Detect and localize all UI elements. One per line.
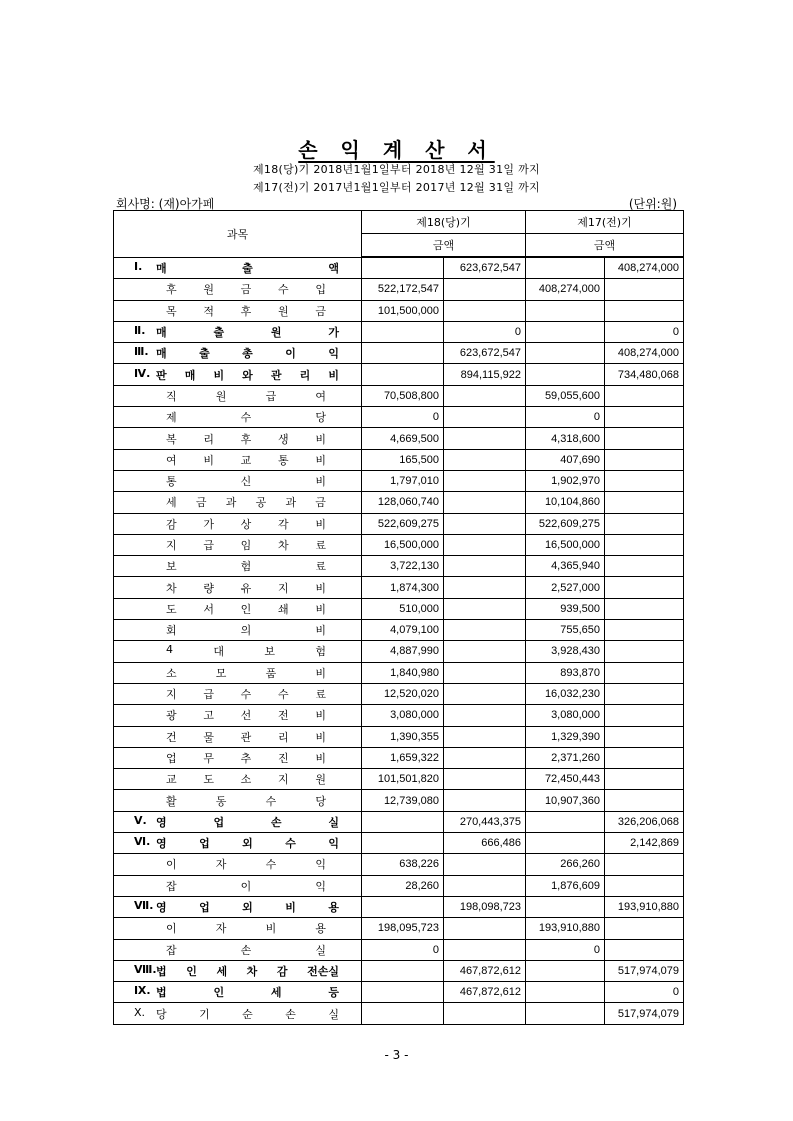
table-row [114, 513, 684, 534]
table-row [114, 875, 684, 896]
account-label: 영 업 외 비 용 [156, 901, 339, 915]
amount-cell: 623,672,547 [444, 257, 526, 279]
amount-cell: 10,104,860 [526, 492, 605, 513]
roman-numeral: Ⅳ. [134, 366, 151, 380]
amount-cell [362, 364, 444, 385]
amount-cell: 101,500,000 [362, 300, 444, 321]
amount-cell [444, 641, 526, 662]
account-label: 지 급 임 차 료 [166, 539, 326, 552]
account-label: 회 의 비 [166, 624, 326, 638]
account-label: 4 대 보 험 [166, 643, 326, 659]
amount-cell: 270,443,375 [444, 811, 526, 832]
amount-cell: 193,910,880 [605, 896, 684, 917]
account-label: 매 출 총 이 익 [156, 347, 339, 361]
table-row [114, 769, 684, 790]
amount-cell [444, 577, 526, 598]
amount-cell [362, 321, 444, 342]
amount-cell [605, 513, 684, 534]
amount-cell [605, 769, 684, 790]
amount-cell: 165,500 [362, 449, 444, 470]
account-name [114, 343, 362, 364]
account-name [114, 662, 362, 683]
amount-cell: 1,329,390 [526, 726, 605, 747]
account-name [114, 939, 362, 960]
amount-cell [444, 279, 526, 300]
account-name [114, 428, 362, 449]
account-name [114, 747, 362, 768]
amount-cell: 16,032,230 [526, 683, 605, 704]
account-label: 영 업 손 실 [156, 815, 339, 829]
amount-cell [605, 683, 684, 704]
account-label: 차 량 유 지 비 [166, 581, 326, 595]
amount-cell [444, 470, 526, 491]
table-row [114, 534, 684, 555]
account-name [114, 811, 362, 832]
amount-cell: 1,390,355 [362, 726, 444, 747]
table-row [114, 407, 684, 428]
table-row [114, 918, 684, 939]
amount-cell: 2,142,869 [605, 833, 684, 854]
account-label: 직 원 급 여 [166, 389, 326, 403]
amount-cell [444, 428, 526, 449]
amount-cell: 755,650 [526, 620, 605, 641]
account-label: 교 도 소 지 원 [166, 773, 326, 787]
amount-cell: 326,206,068 [605, 811, 684, 832]
table-row [114, 321, 684, 342]
account-name [114, 257, 362, 279]
subject-header: 과목 [114, 211, 362, 258]
amount-cell: 0 [362, 407, 444, 428]
amount-cell [444, 747, 526, 768]
account-label: 목 적 후 원 금 [166, 304, 326, 318]
amount-cell [362, 1003, 444, 1024]
amount-cell: 0 [605, 982, 684, 1003]
amount-cell [444, 683, 526, 704]
amount-cell: 939,500 [526, 598, 605, 619]
account-name [114, 875, 362, 896]
amount-cell [362, 960, 444, 981]
amount-cell: 623,672,547 [444, 343, 526, 364]
account-name [114, 364, 362, 385]
account-label: 이 자 비 용 [166, 922, 326, 936]
amount-cell: 408,274,000 [605, 343, 684, 364]
amount-cell: 12,520,020 [362, 683, 444, 704]
period-current: 제18(당)기 2018년1월1일부터 2018년 12월 31일 까지 [253, 163, 540, 176]
amount-cell [444, 407, 526, 428]
account-label: 당 기 순 손 실 [156, 1007, 339, 1021]
amount-cell [526, 321, 605, 342]
account-label: 복 리 후 생 비 [166, 432, 326, 446]
account-label: 소 모 품 비 [166, 666, 326, 680]
amount-cell [362, 811, 444, 832]
amount-cell: 0 [605, 321, 684, 342]
amount-cell: 0 [526, 407, 605, 428]
amount-cell [444, 790, 526, 811]
company-name: 회사명: (재)아가페 [116, 197, 215, 211]
amount-cell: 517,974,079 [605, 1003, 684, 1024]
amount-cell: 4,318,600 [526, 428, 605, 449]
table-row [114, 960, 684, 981]
account-name [114, 982, 362, 1003]
amount-cell [526, 811, 605, 832]
table-row [114, 598, 684, 619]
amount-cell [444, 705, 526, 726]
amount-cell: 1,797,010 [362, 470, 444, 491]
account-label: 업 무 추 진 비 [166, 751, 326, 765]
amount-cell: 1,659,322 [362, 747, 444, 768]
amount-cell: 408,274,000 [526, 279, 605, 300]
table-row [114, 257, 684, 279]
amount-cell: 72,450,443 [526, 769, 605, 790]
amount-cell [444, 918, 526, 939]
amount-cell: 3,080,000 [526, 705, 605, 726]
amount-cell [444, 769, 526, 790]
amount-cell: 408,274,000 [605, 257, 684, 279]
income-statement-table [113, 210, 684, 1025]
table-row [114, 811, 684, 832]
account-label: 영 업 외 수 익 [156, 837, 339, 851]
amount-cell [526, 364, 605, 385]
table-row [114, 385, 684, 406]
account-name [114, 705, 362, 726]
table-row [114, 577, 684, 598]
amount-cell [444, 513, 526, 534]
amount-cell: 893,870 [526, 662, 605, 683]
amount-cell [605, 492, 684, 513]
amount-cell: 517,974,079 [605, 960, 684, 981]
account-label: 활 동 수 당 [166, 794, 326, 808]
amount-cell [526, 833, 605, 854]
amount-cell [605, 875, 684, 896]
amount-cell: 128,060,740 [362, 492, 444, 513]
account-label: 법 인 세 차 감 전손실 [156, 964, 339, 978]
amount-cell: 522,172,547 [362, 279, 444, 300]
amount-cell: 522,609,275 [362, 513, 444, 534]
amount-cell [526, 300, 605, 321]
table-row [114, 726, 684, 747]
amount-cell [362, 982, 444, 1003]
account-name [114, 896, 362, 917]
table-row [114, 449, 684, 470]
amount-cell [444, 492, 526, 513]
account-label: 법 인 세 등 [156, 986, 339, 1000]
amount-cell [605, 641, 684, 662]
amount-cell: 4,887,990 [362, 641, 444, 662]
account-name [114, 769, 362, 790]
amount-cell: 510,000 [362, 598, 444, 619]
prior-amount-header: 금액 [526, 234, 684, 258]
amount-cell: 16,500,000 [526, 534, 605, 555]
account-label: 잡 손 실 [166, 943, 326, 957]
amount-cell: 4,365,940 [526, 556, 605, 577]
amount-cell: 70,508,800 [362, 385, 444, 406]
table-row [114, 470, 684, 491]
page-number: - 3 - [384, 1048, 409, 1062]
amount-cell [605, 470, 684, 491]
amount-cell [444, 875, 526, 896]
account-name [114, 833, 362, 854]
amount-cell [605, 407, 684, 428]
roman-numeral: Ⅲ. [134, 345, 149, 359]
table-row [114, 300, 684, 321]
amount-cell [362, 896, 444, 917]
amount-cell [444, 300, 526, 321]
amount-cell [362, 343, 444, 364]
amount-cell [444, 385, 526, 406]
amount-cell [526, 257, 605, 279]
amount-cell [605, 747, 684, 768]
table-row [114, 662, 684, 683]
amount-cell [605, 428, 684, 449]
amount-cell: 198,098,723 [444, 896, 526, 917]
account-name [114, 513, 362, 534]
amount-cell: 101,501,820 [362, 769, 444, 790]
amount-cell [526, 1003, 605, 1024]
amount-cell [605, 449, 684, 470]
amount-cell [526, 896, 605, 917]
amount-cell: 666,486 [444, 833, 526, 854]
amount-cell [605, 598, 684, 619]
account-name [114, 407, 362, 428]
account-label: 건 물 관 리 비 [166, 730, 326, 744]
roman-numeral: Ⅷ. [134, 962, 157, 976]
current-period-header: 제18(당)기 [362, 211, 526, 234]
amount-cell [444, 939, 526, 960]
amount-cell [605, 620, 684, 641]
table-row [114, 620, 684, 641]
amount-cell [605, 534, 684, 555]
amount-cell: 2,371,260 [526, 747, 605, 768]
account-label: 보 험 료 [166, 560, 326, 574]
table-row [114, 428, 684, 449]
amount-cell: 0 [444, 321, 526, 342]
amount-cell [362, 833, 444, 854]
account-name [114, 577, 362, 598]
amount-cell [605, 918, 684, 939]
amount-cell [444, 556, 526, 577]
table-row [114, 705, 684, 726]
roman-numeral: Ⅰ. [134, 259, 143, 273]
amount-cell: 266,260 [526, 854, 605, 875]
account-name [114, 321, 362, 342]
roman-numeral: Ⅱ. [134, 324, 146, 338]
amount-cell [605, 662, 684, 683]
account-name [114, 726, 362, 747]
amount-cell: 734,480,068 [605, 364, 684, 385]
account-label: 통 신 비 [166, 475, 326, 489]
account-label: 잡 이 익 [166, 879, 326, 893]
amount-cell: 0 [526, 939, 605, 960]
roman-numeral: Ⅴ. [134, 813, 147, 827]
page-title: 손 익 계 산 서 [298, 138, 495, 162]
account-name [114, 449, 362, 470]
account-name [114, 960, 362, 981]
account-name [114, 641, 362, 662]
table-row [114, 747, 684, 768]
amount-cell [444, 620, 526, 641]
account-label: 판 매 비 와 관 리 비 [156, 368, 339, 382]
unit-label: (단위:원) [628, 197, 677, 211]
roman-numeral: Ⅹ. [134, 1005, 146, 1019]
amount-cell [444, 1003, 526, 1024]
roman-numeral: Ⅸ. [134, 984, 151, 998]
account-name [114, 854, 362, 875]
amount-cell: 522,609,275 [526, 513, 605, 534]
table-row [114, 982, 684, 1003]
account-label: 감 가 상 각 비 [166, 517, 326, 531]
account-name [114, 918, 362, 939]
account-label: 광 고 선 전 비 [166, 709, 326, 723]
amount-cell: 193,910,880 [526, 918, 605, 939]
amount-cell: 4,079,100 [362, 620, 444, 641]
amount-cell [605, 577, 684, 598]
roman-numeral: Ⅵ. [134, 835, 151, 849]
account-name [114, 790, 362, 811]
amount-cell: 3,928,430 [526, 641, 605, 662]
table-row [114, 279, 684, 300]
table-row [114, 1003, 684, 1024]
amount-cell: 467,872,612 [444, 960, 526, 981]
account-name [114, 279, 362, 300]
amount-cell: 467,872,612 [444, 982, 526, 1003]
account-label: 매 출 액 [156, 261, 339, 275]
amount-cell: 1,876,609 [526, 875, 605, 896]
account-name [114, 1003, 362, 1024]
amount-cell: 198,095,723 [362, 918, 444, 939]
table-row [114, 364, 684, 385]
amount-cell: 0 [362, 939, 444, 960]
account-name [114, 300, 362, 321]
table-row [114, 854, 684, 875]
account-name [114, 683, 362, 704]
amount-cell [605, 385, 684, 406]
amount-cell [444, 662, 526, 683]
amount-cell: 1,874,300 [362, 577, 444, 598]
amount-cell: 59,055,600 [526, 385, 605, 406]
amount-cell: 1,840,980 [362, 662, 444, 683]
account-label: 여 비 교 통 비 [166, 453, 326, 467]
amount-cell: 894,115,922 [444, 364, 526, 385]
table-row [114, 343, 684, 364]
amount-cell: 10,907,360 [526, 790, 605, 811]
table-row [114, 833, 684, 854]
amount-cell [444, 726, 526, 747]
account-name [114, 385, 362, 406]
prior-period-header: 제17(전)기 [526, 211, 684, 234]
account-name [114, 598, 362, 619]
table-row [114, 683, 684, 704]
roman-numeral: Ⅶ. [134, 899, 154, 913]
table-row [114, 641, 684, 662]
account-label: 후 원 금 수 입 [166, 283, 326, 297]
amount-cell [605, 300, 684, 321]
amount-cell [605, 705, 684, 726]
account-name [114, 534, 362, 555]
account-label: 세 금 과 공 과 금 [166, 496, 326, 510]
amount-cell [605, 854, 684, 875]
amount-cell: 407,690 [526, 449, 605, 470]
period-prior: 제17(전)기 2017년1월1일부터 2017년 12월 31일 까지 [253, 181, 540, 194]
account-name [114, 470, 362, 491]
account-label: 제 수 당 [166, 411, 326, 425]
amount-cell [362, 257, 444, 279]
amount-cell: 2,527,000 [526, 577, 605, 598]
table-row [114, 896, 684, 917]
amount-cell [526, 960, 605, 981]
amount-cell [444, 854, 526, 875]
amount-cell [605, 556, 684, 577]
table-row [114, 939, 684, 960]
account-label: 지 급 수 수 료 [166, 688, 326, 702]
amount-cell [444, 449, 526, 470]
amount-cell [444, 534, 526, 555]
statement-body [114, 257, 684, 1024]
amount-cell [605, 279, 684, 300]
account-name [114, 492, 362, 513]
account-name [114, 556, 362, 577]
amount-cell [526, 343, 605, 364]
amount-cell: 4,669,500 [362, 428, 444, 449]
account-name [114, 620, 362, 641]
amount-cell [605, 726, 684, 747]
table-row [114, 790, 684, 811]
amount-cell: 28,260 [362, 875, 444, 896]
table-row [114, 556, 684, 577]
amount-cell [605, 790, 684, 811]
account-label: 매 출 원 가 [156, 326, 339, 340]
amount-cell: 1,902,970 [526, 470, 605, 491]
account-label: 이 자 수 익 [166, 858, 326, 872]
amount-cell: 3,722,130 [362, 556, 444, 577]
amount-cell [526, 982, 605, 1003]
amount-cell: 638,226 [362, 854, 444, 875]
amount-cell: 3,080,000 [362, 705, 444, 726]
amount-cell: 16,500,000 [362, 534, 444, 555]
account-label: 도 서 인 쇄 비 [166, 602, 326, 616]
amount-cell: 12,739,080 [362, 790, 444, 811]
current-amount-header: 금액 [362, 234, 526, 258]
table-row [114, 492, 684, 513]
amount-cell [444, 598, 526, 619]
amount-cell [605, 939, 684, 960]
